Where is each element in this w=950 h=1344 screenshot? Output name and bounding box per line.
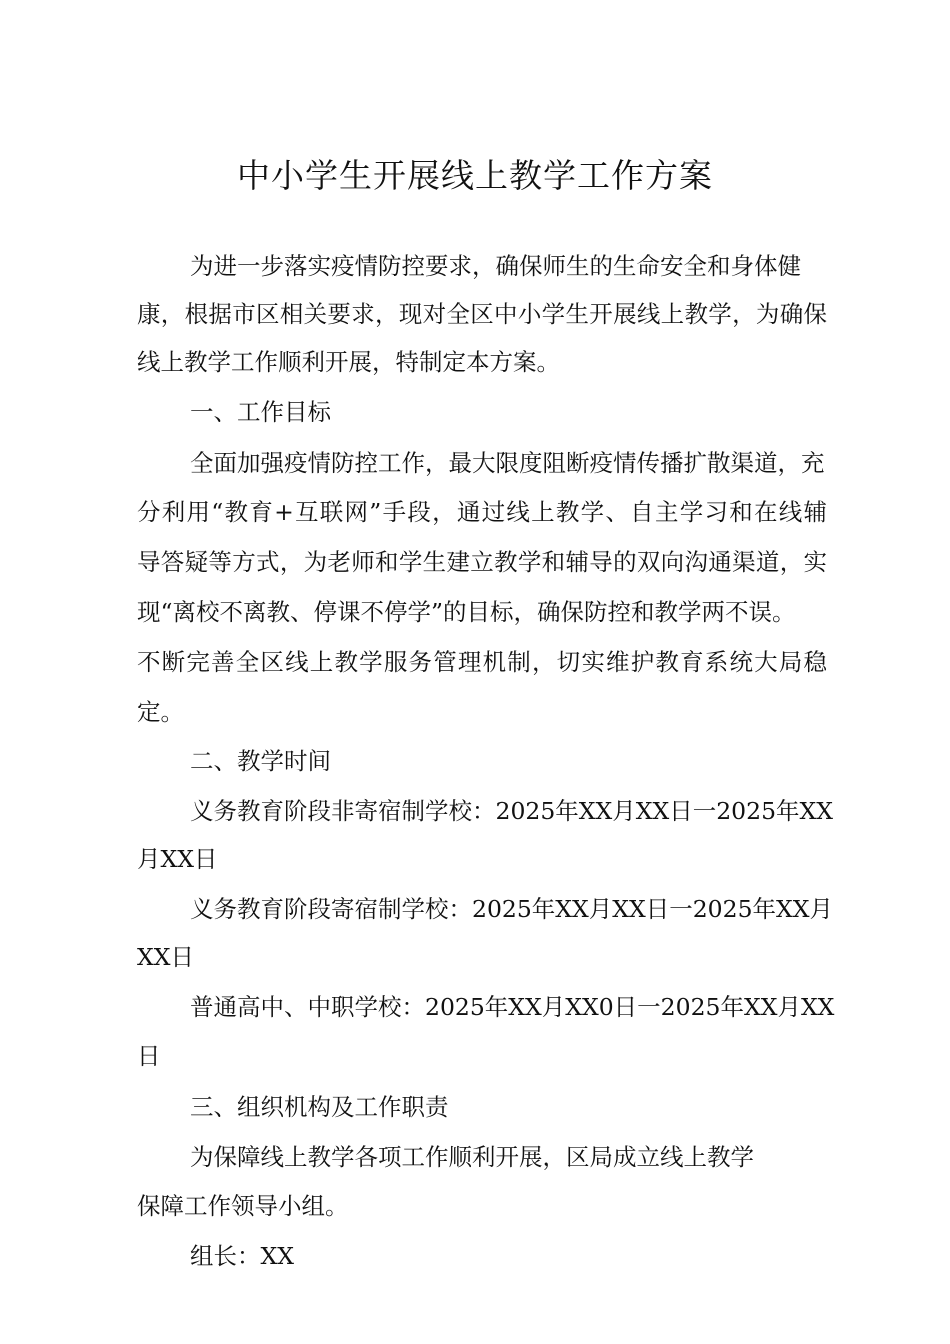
paragraph-line: 分利用“教育+互联网”手段，通过线上教学、自主学习和在线辅 (137, 498, 827, 526)
paragraph-line: 普通高中、中职学校：2025年XX月XX0日一2025年XX月XX (190, 993, 835, 1021)
paragraph-line: 保障工作领导小组。 (137, 1192, 349, 1220)
paragraph-line: 线上教学工作顺利开展，特制定本方案。 (137, 348, 560, 376)
section-heading-goals: 一、工作目标 (190, 398, 331, 426)
paragraph-line: XX日 (137, 943, 194, 971)
section-heading-organization: 三、组织机构及工作职责 (190, 1093, 449, 1121)
paragraph-line: 康，根据市区相关要求，现对全区中小学生开展线上教学，为确保 (137, 300, 827, 328)
paragraph-line: 全面加强疫情防控工作，最大限度阻断疫情传播扩散渠道，充 (190, 449, 825, 477)
paragraph-line: 为进一步落实疫情防控要求，确保师生的生命安全和身体健 (190, 252, 801, 280)
paragraph-line: 义务教育阶段非寄宿制学校：2025年XX月XX日一2025年XX (190, 797, 833, 825)
paragraph-line: 不断完善全区线上教学服务管理机制，切实维护教育系统大局稳 (137, 648, 827, 676)
paragraph-line: 日 (137, 1042, 161, 1070)
section-heading-schedule: 二、教学时间 (190, 747, 331, 775)
paragraph-line: 义务教育阶段寄宿制学校：2025年XX月XX日一2025年XX月 (190, 895, 833, 923)
paragraph-line: 组长：XX (190, 1242, 294, 1270)
paragraph-line: 月XX日 (137, 845, 218, 873)
paragraph-line: 导答疑等方式，为老师和学生建立教学和辅导的双向沟通渠道，实 (137, 548, 827, 576)
paragraph-line: 现“离校不离教、停课不停学”的目标，确保防控和教学两不误。 (137, 598, 796, 626)
paragraph-line: 定。 (137, 698, 184, 726)
document-title: 中小学生开展线上教学工作方案 (237, 156, 713, 195)
paragraph-line: 为保障线上教学各项工作顺利开展，区局成立线上教学 (190, 1143, 754, 1171)
